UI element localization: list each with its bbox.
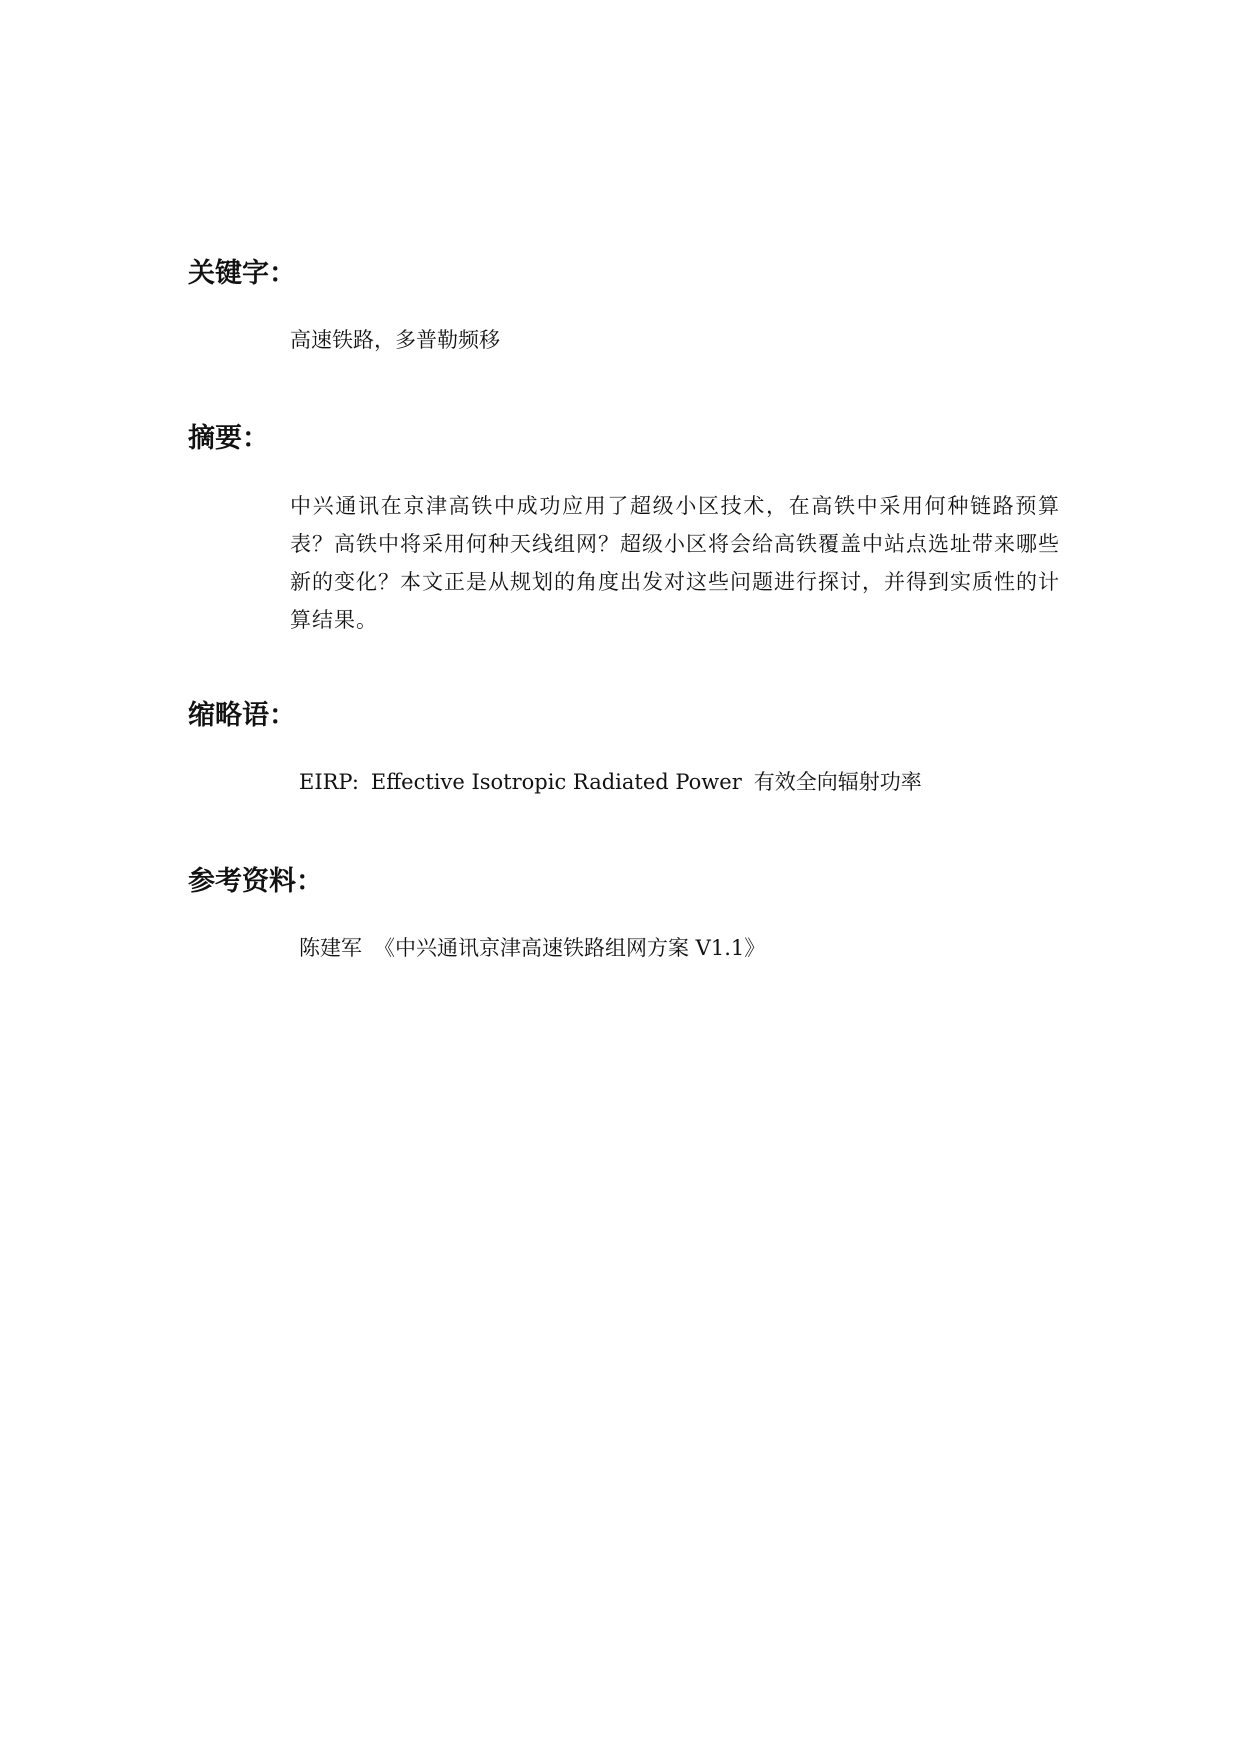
abbreviation-item: [299, 767, 922, 797]
reference-item: [299, 933, 765, 963]
reference-title: 《中兴通讯京津高速铁路组网方案 V1.1》: [374, 936, 766, 960]
abbreviation-term: EIRP:: [299, 770, 359, 794]
abbreviations-heading: 缩略语：: [188, 700, 296, 731]
abstract-text: 中兴通讯在京津高铁中成功应用了超级小区技术，在高铁中采用何种链路预算表？高铁中将采用何种天线组网？超级小区将会给高铁覆盖中站点选址带来哪些新的变化？本文正是从规划的角度出发对这些问题进行探讨，并得到实质性的计算结果。: [290, 494, 1060, 632]
keywords-text: 高速铁路，多普勒频移: [290, 328, 500, 352]
keywords-heading: 关键字：: [188, 258, 296, 289]
abbreviation-english: Effective Isotropic Radiated Power: [370, 770, 742, 794]
references-heading: 参考资料：: [188, 866, 323, 897]
reference-author: 陈建军: [299, 936, 362, 960]
abstract-heading: 摘要：: [188, 423, 269, 454]
abbreviation-chinese: 有效全向辐射功率: [753, 770, 922, 794]
